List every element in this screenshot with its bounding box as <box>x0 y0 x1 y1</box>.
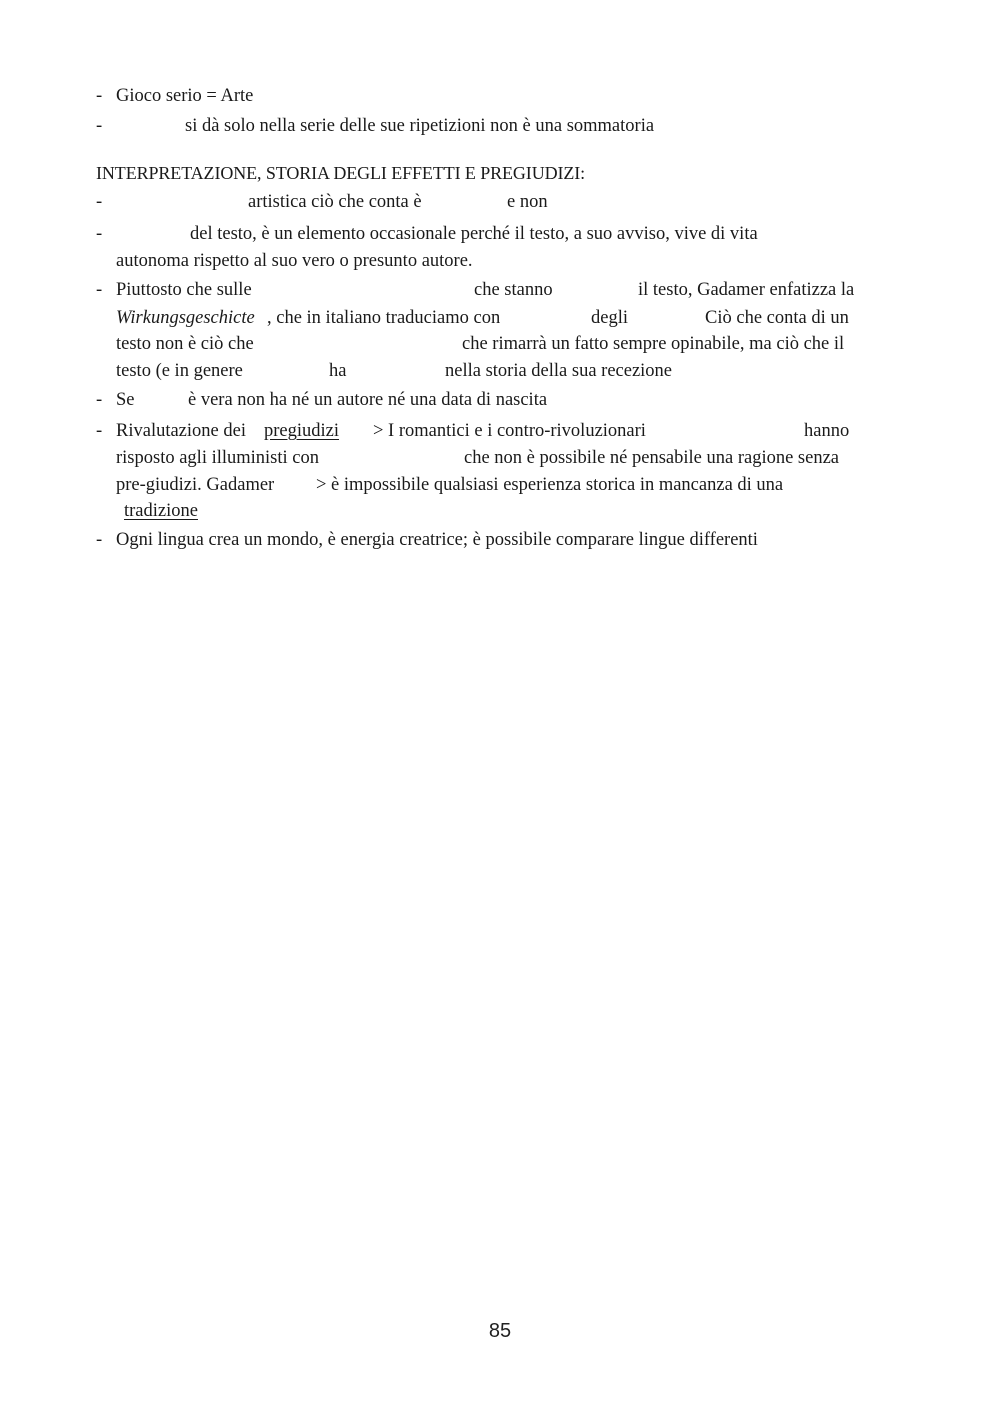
bullet-dash: - <box>96 280 103 300</box>
line-text: si dà solo nella serie delle sue ripetizioni non è una sommatoria <box>185 116 655 136</box>
line-text: è vera non ha né un autore né una data di nascita <box>188 390 548 410</box>
line-text: Ogni lingua crea un mondo, è energia creatrice; è possibile comparare lingue differenti <box>116 530 758 550</box>
line-text: Piuttosto che sulle <box>116 280 252 300</box>
page-number: 85 <box>488 1320 512 1342</box>
line-text: nella storia della sua recezione <box>445 361 673 381</box>
line-text: > è impossibile qualsiasi esperienza storica in mancanza di una <box>316 475 784 495</box>
italic-term: Wirkungsgeschicte <box>116 308 255 328</box>
line-text: > I romantici e i contro-rivoluzionari <box>373 421 646 441</box>
line-text: Se <box>116 390 135 410</box>
line-text: ha <box>329 361 347 381</box>
line-text: degli <box>591 308 628 328</box>
underlined-term: pregiudizi <box>264 421 340 441</box>
line-text: risposto agli illuministi con <box>116 448 319 468</box>
bullet-dash: - <box>96 192 103 212</box>
line-text: che stanno <box>474 280 553 300</box>
line-text: pre-giudizi. Gadamer <box>116 475 275 495</box>
line-text: testo (e in genere <box>116 361 243 381</box>
line-text: autonoma rispetto al suo vero o presunto autore. <box>116 251 473 271</box>
line-text: e non <box>507 192 548 212</box>
line-text: testo non è ciò che <box>116 334 254 354</box>
line-text: , che in italiano traduciamo con <box>267 308 501 328</box>
bullet-dash: - <box>96 86 103 106</box>
underlined-term: tradizione <box>124 501 198 521</box>
bullet-dash: - <box>96 224 103 244</box>
line-text: Gioco serio = Arte <box>116 86 254 106</box>
line-text: Ciò che conta di un <box>705 308 849 328</box>
line-text: che non è possibile né pensabile una ragione senza <box>464 448 840 468</box>
line-text: il testo, Gadamer enfatizza la <box>638 280 855 300</box>
bullet-dash: - <box>96 530 103 550</box>
line-text: del testo, è un elemento occasionale perché il testo, a suo avviso, vive di vita <box>190 224 758 244</box>
line-text: hanno <box>804 421 850 441</box>
bullet-dash: - <box>96 116 103 136</box>
line-text: che rimarrà un fatto sempre opinabile, ma ciò che il <box>462 334 845 354</box>
bullet-dash: - <box>96 421 103 441</box>
line-text: Rivalutazione dei <box>116 421 246 441</box>
bullet-dash: - <box>96 390 103 410</box>
line-text: artistica ciò che conta è <box>248 192 422 212</box>
heading-text: INTERPRETAZIONE, STORIA DEGLI EFFETTI E PREGIUDIZI: <box>96 163 586 183</box>
